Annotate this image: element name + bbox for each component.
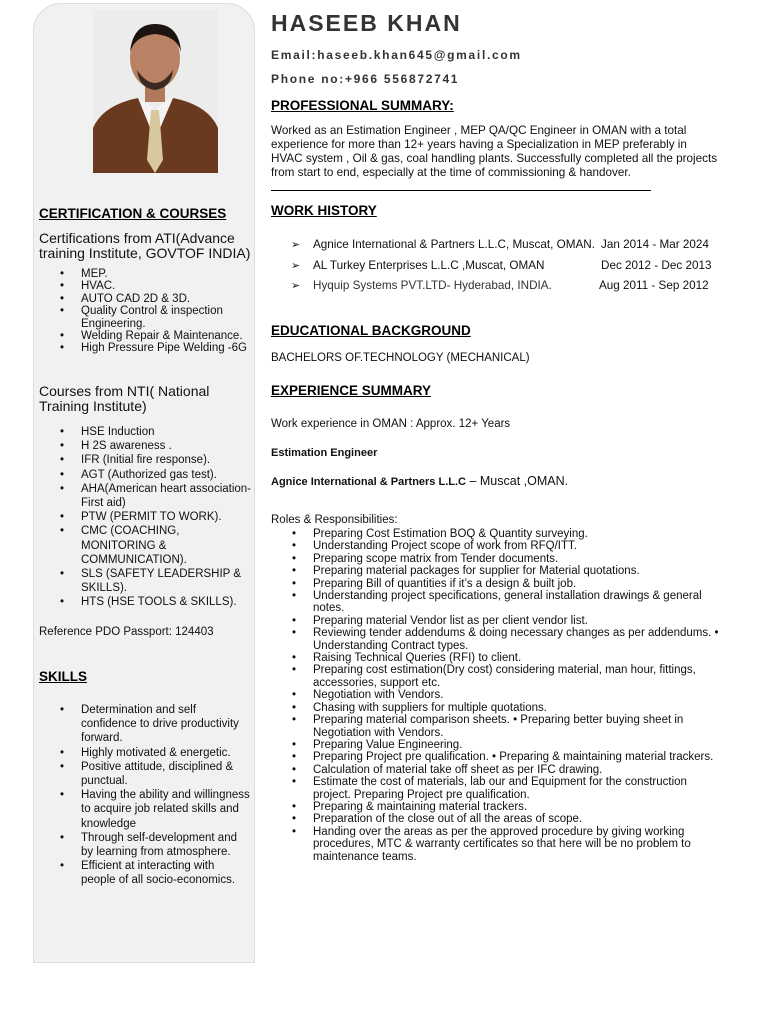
list-item: • Through self-development and by learning from atmosphere. bbox=[81, 831, 246, 859]
list-item: • MEP. bbox=[81, 268, 257, 280]
work-company: Hyquip Systems PVT.LTD- Hyderabad, INDIA. bbox=[313, 279, 552, 292]
experience-company-location: – Muscat ,OMAN. bbox=[465, 474, 569, 488]
certification-title: CERTIFICATION & COURSES bbox=[39, 206, 227, 221]
list-item: • High Pressure Pipe Welding -6G bbox=[81, 342, 257, 354]
work-dates: Aug 2011 - Sep 2012 bbox=[599, 279, 709, 292]
arrow-bullet-icon: ➢ bbox=[291, 280, 301, 292]
professional-summary-title: PROFESSIONAL SUMMARY: bbox=[271, 98, 454, 113]
experience-company bbox=[271, 474, 568, 488]
work-company: Agnice International & Partners L.L.C, Muscat, OMAN. bbox=[313, 238, 595, 251]
divider-line bbox=[271, 190, 651, 191]
list-item: • HTS (HSE TOOLS & SKILLS). bbox=[81, 595, 257, 609]
experience-company-name: Agnice International & Partners L.L.C bbox=[271, 476, 466, 488]
skills-title: SKILLS bbox=[39, 669, 88, 684]
list-item: • Preparing Value Engineering. bbox=[313, 739, 723, 751]
list-item: • Determination and self confidence to drive productivity forward. bbox=[81, 703, 251, 746]
profile-photo bbox=[93, 10, 218, 173]
list-item: • HSE Induction bbox=[81, 425, 257, 439]
arrow-bullet-icon: ➢ bbox=[291, 239, 301, 251]
list-item: • Positive attitude, disciplined & punctual. bbox=[81, 760, 246, 788]
candidate-name: HASEEB KHAN bbox=[271, 10, 462, 36]
list-item: • Reviewing tender addendums & doing necessary changes as per addendums. • Understanding Contract types. bbox=[313, 627, 723, 652]
oman-experience: Work experience in OMAN : Approx. 12+ Years bbox=[271, 418, 511, 430]
list-item: • Preparing & maintaining material trackers. bbox=[313, 801, 723, 813]
list-item: • Raising Technical Queries (RFI) to client. bbox=[313, 652, 723, 664]
ati-heading: Certifications from ATI(Advance training Institute, GOVTOF INDIA) bbox=[39, 230, 251, 261]
responsibilities-list bbox=[313, 528, 723, 863]
list-item: • Highly motivated & energetic. bbox=[81, 746, 257, 760]
work-history-title: WORK HISTORY bbox=[271, 203, 377, 218]
summary-line: experience for more than 12+ years having a Specialization in MEP preferably in bbox=[271, 138, 687, 151]
experience-summary-title: EXPERIENCE SUMMARY bbox=[271, 383, 432, 398]
list-item: • CMC (COACHING, MONITORING & COMMUNICATION). bbox=[81, 524, 221, 567]
list-item: • Negotiation with Vendors. bbox=[313, 689, 723, 701]
summary-line: HVAC system , Oil & gas, coal handling plants. Successfully completed all the projects bbox=[271, 152, 718, 165]
education-title: EDUCATIONAL BACKGROUND bbox=[271, 323, 471, 338]
phone-text: Phone no:+966 556872741 bbox=[271, 72, 460, 86]
skills-list bbox=[81, 703, 257, 888]
list-item: • AUTO CAD 2D & 3D. bbox=[81, 293, 257, 305]
list-item: • H 2S awareness . bbox=[81, 439, 257, 453]
arrow-bullet-icon: ➢ bbox=[291, 260, 301, 272]
list-item: • AGT (Authorized gas test). bbox=[81, 468, 257, 482]
list-item: • Understanding project specifications, general installation drawings & general notes. bbox=[313, 590, 723, 615]
list-item: • Preparation of the close out of all the areas of scope. bbox=[313, 813, 723, 825]
list-item: • PTW (PERMIT TO WORK). bbox=[81, 510, 257, 524]
person-portrait-icon bbox=[93, 10, 218, 173]
list-item: • IFR (Initial fire response). bbox=[81, 453, 257, 467]
roles-label: Roles & Responsibilities: bbox=[271, 514, 398, 526]
list-item: • Estimate the cost of materials, lab our and Equipment for the construction project. Preparing Project pre qualification. bbox=[313, 776, 723, 801]
work-dates: Dec 2012 - Dec 2013 bbox=[601, 259, 712, 272]
nti-courses-list bbox=[81, 425, 257, 610]
reference-pdo-passport: Reference PDO Passport: 124403 bbox=[39, 626, 214, 638]
email-text: Email:haseeb.khan645@gmail.com bbox=[271, 48, 522, 62]
list-item: • Having the ability and willingness to acquire job related skills and knowledge bbox=[81, 788, 257, 831]
list-item: • Preparing scope matrix from Tender documents. bbox=[313, 553, 723, 565]
list-item: • Preparing material packages for supplier for Material quotations. bbox=[313, 565, 723, 577]
ati-certifications-list bbox=[81, 268, 257, 355]
list-item: • Chasing with suppliers for multiple quotations. bbox=[313, 702, 723, 714]
list-item: • Preparing material Vendor list as per client vendor list. bbox=[313, 615, 723, 627]
list-item: • Understanding Project scope of work from RFQ/ITT. bbox=[313, 540, 723, 552]
summary-line: Worked as an Estimation Engineer , MEP QA/QC Engineer in OMAN with a total bbox=[271, 124, 687, 137]
list-item: • Calculation of material take off sheet as per IFC drawing. bbox=[313, 764, 723, 776]
list-item: • Preparing material comparison sheets. • Preparing better buying sheet in Negotiation with Vendors. bbox=[313, 714, 723, 739]
list-item: • Preparing cost estimation(Dry cost) considering material, man hour, fittings, accessories, support etc. bbox=[313, 664, 723, 689]
list-item: • SLS (SAFETY LEADERSHIP & SKILLS). bbox=[81, 567, 257, 595]
list-item: • Preparing Project pre qualification. • Preparing & maintaining material trackers. bbox=[313, 751, 723, 763]
education-degree: BACHELORS OF.TECHNOLOGY (MECHANICAL) bbox=[271, 352, 530, 364]
summary-line: from start to end, especially at the time of commissioning & handover. bbox=[271, 166, 631, 179]
work-dates: Jan 2014 - Mar 2024 bbox=[601, 238, 709, 251]
list-item: • Handing over the areas as per the approved procedure by giving working procedures, MTC & warranty certificates so that here will be no problem to maintenance teams. bbox=[313, 826, 723, 863]
work-company: AL Turkey Enterprises L.L.C ,Muscat, OMAN bbox=[313, 259, 545, 272]
list-item: • Efficient at interacting with people of all socio-economics. bbox=[81, 859, 246, 887]
job-role: Estimation Engineer bbox=[271, 447, 378, 459]
list-item: • Welding Repair & Maintenance. bbox=[81, 330, 257, 342]
list-item: • HVAC. bbox=[81, 280, 257, 292]
list-item: • Preparing Bill of quantities if it’s a design & built job. bbox=[313, 578, 723, 590]
professional-summary-text bbox=[271, 124, 733, 180]
list-item: • Preparing Cost Estimation BOQ & Quantity surveying. bbox=[313, 528, 723, 540]
nti-heading: Courses from NTI( National Training Institute) bbox=[39, 383, 210, 414]
list-item: • Quality Control & inspection Engineering. bbox=[81, 305, 257, 330]
list-item: • AHA(American heart association-First aid) bbox=[81, 482, 257, 510]
